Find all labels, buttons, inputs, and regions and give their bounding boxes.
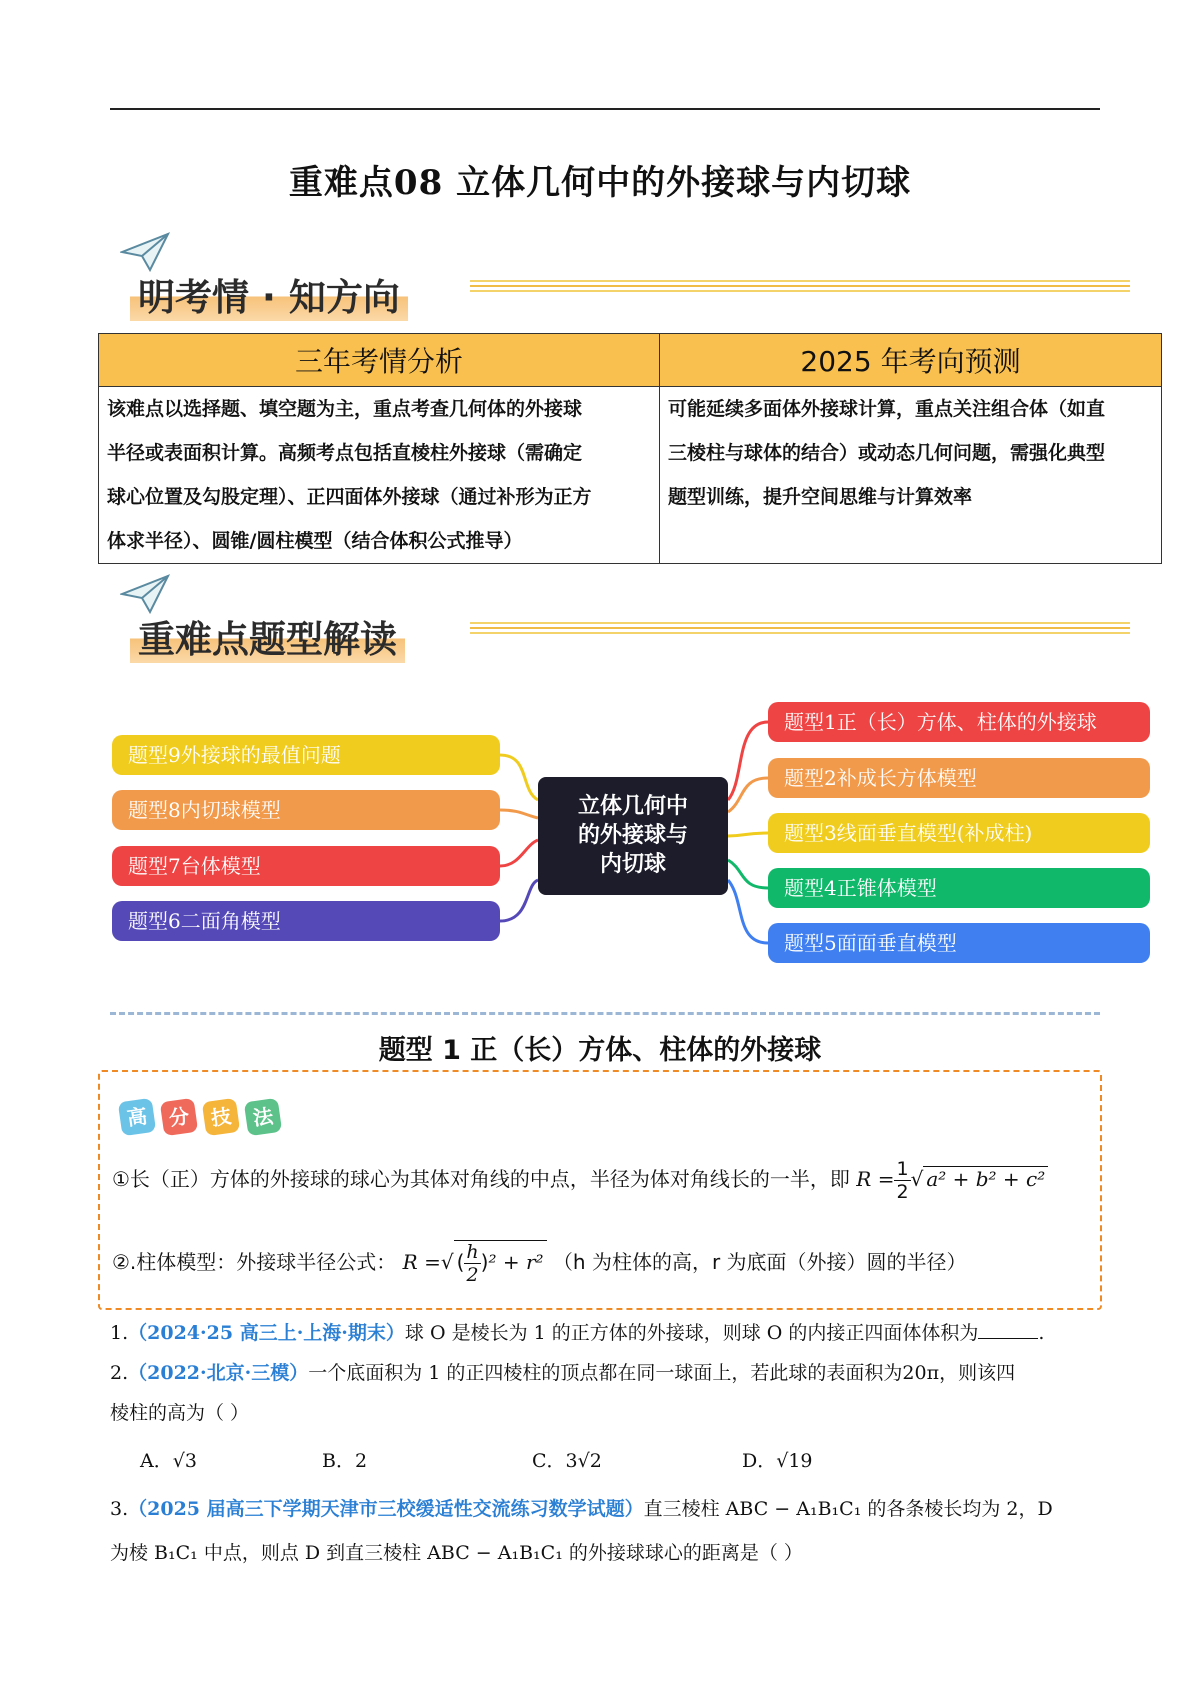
question-2 <box>110 1358 1015 1388</box>
document-title: 重难点08 立体几何中的外接球与内切球 <box>288 163 912 203</box>
tip-text: ②.柱体模型：外接球半径公式： <box>112 1250 397 1274</box>
question-1 <box>110 1318 1044 1348</box>
tip-line-2 <box>112 1240 967 1286</box>
question-text: 直三棱柱 ABC − A₁B₁C₁ 的各条棱长均为 2，D <box>643 1498 1053 1520</box>
text-line: 可能延续多面体外接球计算，重点关注组合体（如直 <box>668 398 1106 420</box>
question-type-title: 题型 1 正（长）方体、柱体的外接球 <box>378 1035 822 1066</box>
sqrt-icon: √ <box>910 1167 924 1191</box>
mind-map-center <box>538 777 728 895</box>
question-source: （2022·北京·三模） <box>128 1362 309 1384</box>
formula-tail: ² + r² <box>488 1250 544 1274</box>
question-text: 一个底面积为 1 的正四棱柱的顶点都在同一球面上，若此球的表面积为20π，则该四 <box>308 1362 1016 1384</box>
mind-map-node: 题型5面面垂直模型 <box>768 923 1150 963</box>
text-line: 题型训练，提升空间思维与计算效率 <box>668 486 973 508</box>
mind-map-node: 题型2补成长方体模型 <box>768 758 1150 798</box>
option-a[interactable] <box>140 1446 197 1476</box>
center-line: 立体几何中 <box>577 793 688 819</box>
text-line: 体求半径）、圆锥/圆柱模型（结合体积公式推导） <box>107 530 523 552</box>
tip-badge: 技 <box>202 1098 240 1136</box>
center-line: 内切球 <box>599 851 666 877</box>
fraction-denominator: 2 <box>466 1264 479 1286</box>
question-number: 1. <box>110 1322 129 1344</box>
section-title: 重难点题型解读 <box>130 609 405 663</box>
option-value: √3 <box>172 1450 197 1472</box>
formula-lhs: R = <box>402 1250 441 1274</box>
mind-map-node: 题型7台体模型 <box>112 846 500 886</box>
formula-lhs: R = <box>856 1167 895 1191</box>
option-value: 2 <box>354 1450 368 1472</box>
mind-map-node: 题型8内切球模型 <box>112 790 500 830</box>
radicand: ( $\frac{h}{2}$ )² + r² <box>454 1240 547 1286</box>
table-header-left: 三年考情分析 <box>99 334 660 387</box>
radicand: a² + b² + c² <box>923 1166 1048 1191</box>
question-tail: . <box>1038 1322 1045 1344</box>
option-value: √19 <box>776 1450 813 1472</box>
question-source: （2025 届高三下学期天津市三校缓适性交流练习数学试题） <box>128 1498 644 1520</box>
fraction-numerator: 1 <box>896 1158 909 1180</box>
option-letter: B． <box>322 1450 355 1472</box>
fraction-denominator: 2 <box>896 1181 909 1203</box>
option-letter: C． <box>532 1450 566 1472</box>
center-line: 的外接球与 <box>577 822 688 848</box>
option-letter: A． <box>140 1450 173 1472</box>
fraction <box>464 1241 480 1286</box>
text-line: 球心位置及勾股定理）、正四面体外接球（通过补形为正方 <box>107 486 592 508</box>
text-line: 该难点以选择题、填空题为主，重点考查几何体的外接球 <box>107 398 583 420</box>
mind-map-node: 题型1正（长）方体、柱体的外接球 <box>768 702 1150 742</box>
tip-line-1 <box>112 1158 1048 1203</box>
question-number: 2. <box>110 1362 129 1384</box>
mind-map-node: 题型3线面垂直模型(补成柱) <box>768 813 1150 853</box>
tip-text: ①长（正）方体的外接球的球心为其体对角线的中点，半径为体对角线长的一半，即 <box>112 1167 850 1191</box>
question-2-line-2: 棱柱的高为（ ） <box>110 1402 250 1424</box>
text-line: 三棱柱与球体的结合）或动态几何问题，需强化典型 <box>668 442 1106 464</box>
text-line: 半径或表面积计算。高频考点包括直棱柱外接球（需确定 <box>107 442 583 464</box>
mind-map-node: 题型6二面角模型 <box>112 901 500 941</box>
option-c[interactable] <box>532 1446 602 1476</box>
tip-badge: 法 <box>244 1098 282 1136</box>
tip-badge: 高 <box>118 1098 156 1136</box>
fraction-numerator: h <box>466 1241 479 1263</box>
option-value: 3√2 <box>565 1450 602 1472</box>
dashed-divider <box>110 1012 1100 1015</box>
answer-blank[interactable] <box>978 1320 1038 1339</box>
question-3-line-2: 为棱 B₁C₁ 中点，则点 D 到直三棱柱 ABC − A₁B₁C₁ 的外接球球心的距离是（ ） <box>110 1542 803 1564</box>
mind-map-node: 题型9外接球的最值问题 <box>112 735 500 775</box>
option-b[interactable] <box>322 1446 367 1476</box>
tip-badge: 分 <box>160 1098 198 1136</box>
high-score-tips-box <box>98 1070 1102 1310</box>
fraction <box>894 1158 910 1203</box>
question-source: （2024·25 高三上·上海·期末） <box>128 1322 405 1344</box>
table-header-right: 2025 年考向预测 <box>660 334 1162 387</box>
sqrt-icon: √ <box>440 1250 454 1274</box>
question-text: 球 O 是棱长为 1 的正方体的外接球，则球 O 的内接正四面体体积为 <box>404 1322 979 1344</box>
question-3 <box>110 1494 1053 1524</box>
question-number: 3. <box>110 1498 129 1520</box>
option-letter: D． <box>742 1450 777 1472</box>
mind-map-node: 题型4正锥体模型 <box>768 868 1150 908</box>
section-title: 明考情 · 知方向 <box>130 267 408 321</box>
option-d[interactable] <box>742 1446 813 1476</box>
tip-note: （h 为柱体的高，r 为底面（外接）圆的半径） <box>552 1250 967 1274</box>
